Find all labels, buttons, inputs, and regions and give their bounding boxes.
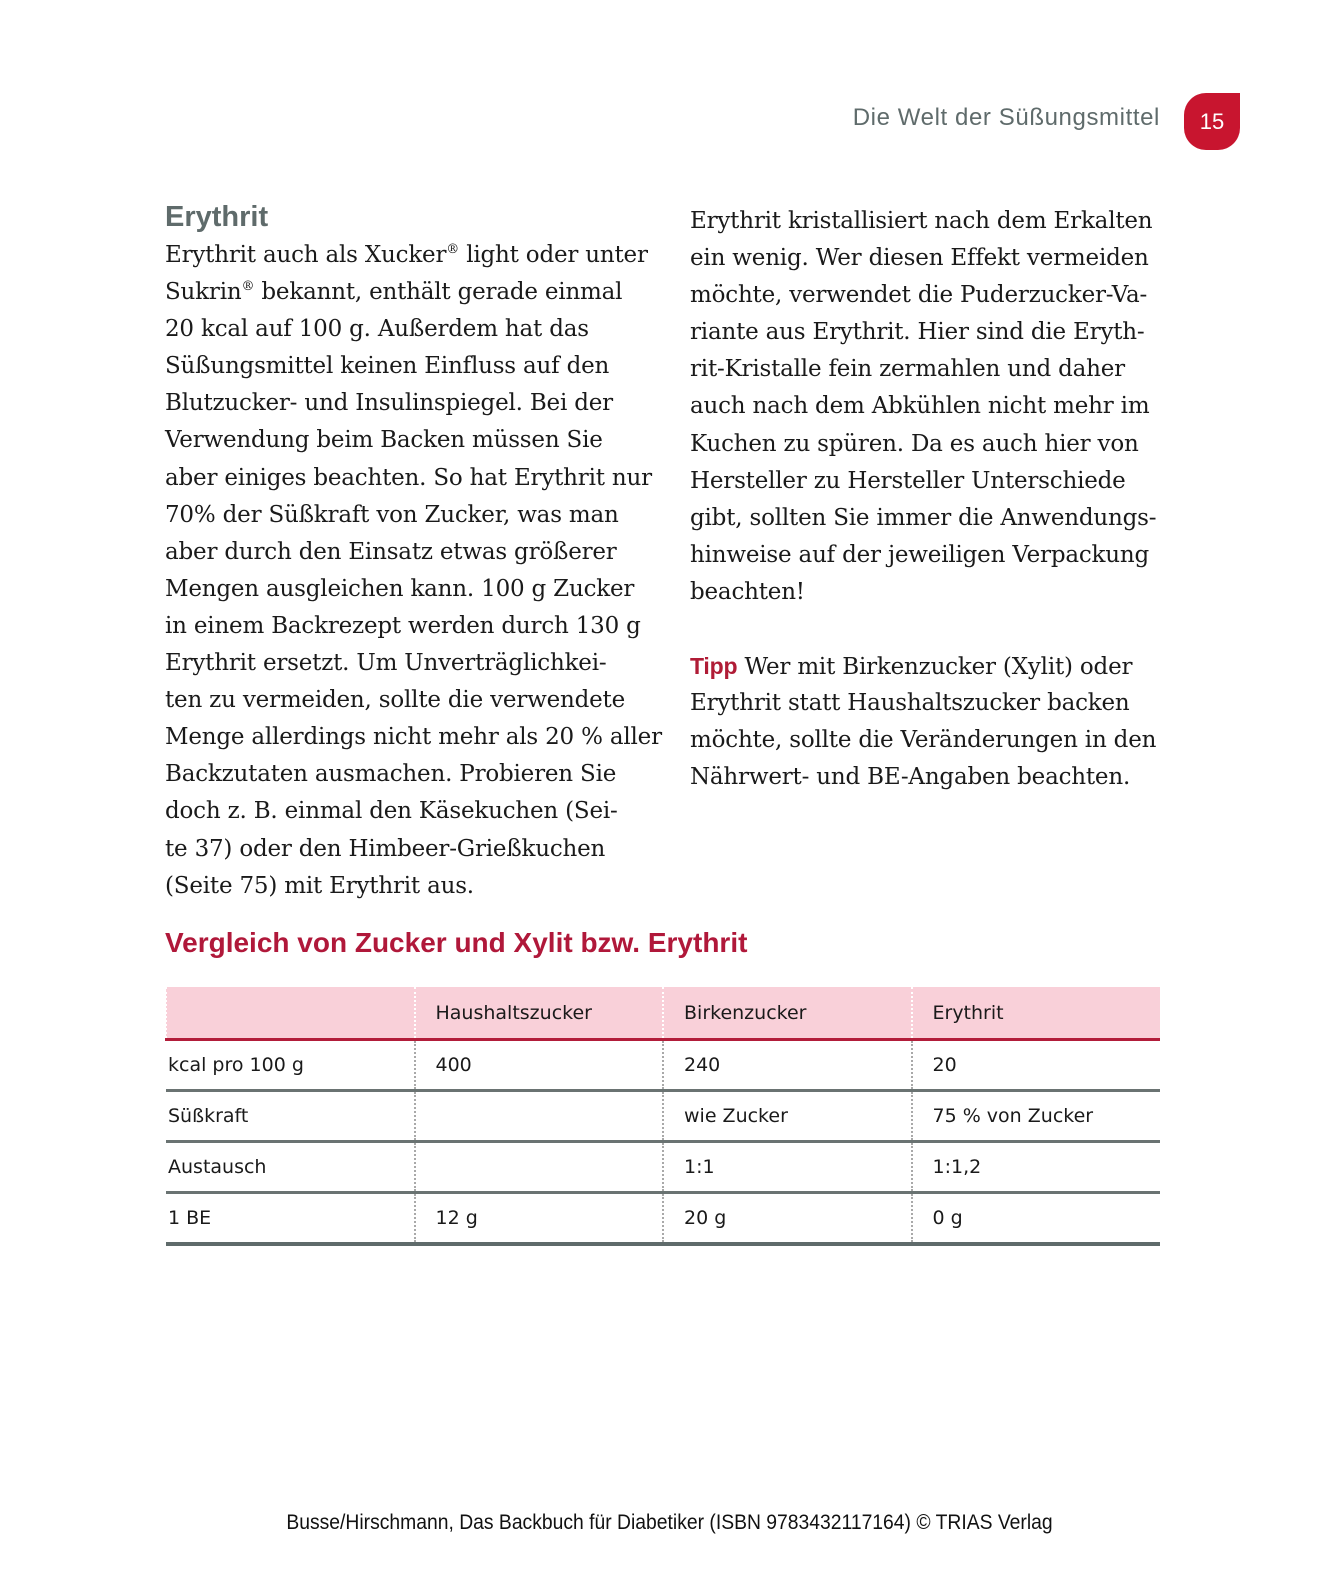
- row-label: Austausch: [166, 1142, 415, 1193]
- tip-line: möchte, sollte die Veränderungen in den: [690, 727, 1157, 754]
- table-cell: 400: [415, 1040, 664, 1091]
- body-line: doch z. B. einmal den Käsekuchen (Sei-: [165, 798, 618, 825]
- footer-citation: Busse/Hirschmann, Das Backbuch für Diabetiker (ISBN 9783432117164) © TRIAS Verlag: [286, 1511, 1053, 1534]
- tip-label: Tipp: [690, 653, 738, 680]
- table-cell: 0 g: [912, 1193, 1161, 1245]
- table-cell: 240: [663, 1040, 912, 1091]
- body-line: rit-Kristalle fein zermahlen und daher: [690, 356, 1125, 383]
- left-column: [165, 197, 662, 905]
- table-title: Vergleich von Zucker und Xylit bzw. Erythrit: [165, 927, 748, 958]
- body-line: 70% der Süßkraft von Zucker, was man: [165, 501, 619, 528]
- right-column: [690, 203, 1160, 797]
- table-cell: [415, 1091, 664, 1142]
- column-header: [166, 987, 415, 1040]
- row-label: 1 BE: [166, 1193, 415, 1245]
- body-line: Hersteller zu Hersteller Unterschiede: [690, 467, 1126, 494]
- table-cell: 20: [912, 1040, 1161, 1091]
- row-label: kcal pro 100 g: [166, 1040, 415, 1091]
- body-line: Erythrit kristallisiert nach dem Erkalten: [690, 208, 1153, 234]
- table-row: [166, 1091, 1160, 1142]
- registered-mark: ®: [241, 279, 255, 295]
- column-header-haushaltszucker: Haushaltszucker: [415, 987, 664, 1040]
- body-line: aber einiges beachten. So hat Erythrit nur: [165, 464, 652, 491]
- registered-mark: ®: [446, 242, 460, 257]
- body-text: Erythrit auch als Xucker: [165, 242, 447, 268]
- table-cell: 75 % von Zucker: [912, 1091, 1161, 1142]
- body-line: Süßungsmittel keinen Einfluss auf den: [165, 353, 610, 380]
- body-line: [165, 237, 648, 274]
- body-line: Mengen ausgleichen kann. 100 g Zucker: [165, 575, 635, 602]
- body-line: te 37) oder den Himbeer-Grießkuchen: [165, 835, 606, 862]
- body-line: ten zu vermeiden, sollte die verwendete: [165, 687, 625, 714]
- running-header-title: Die Welt der Süßungsmittel: [852, 104, 1160, 131]
- body-line: ein wenig. Wer diesen Effekt vermeiden: [690, 245, 1149, 272]
- table-cell: 1:1,2: [912, 1142, 1161, 1193]
- section-heading-erythrit: Erythrit: [165, 201, 269, 233]
- table-cell: [415, 1142, 664, 1193]
- tip-line: Erythrit statt Haushaltszucker backen: [690, 690, 1130, 717]
- body-text: light oder unter: [459, 242, 648, 268]
- table-cell: wie Zucker: [663, 1091, 912, 1142]
- body-line: gibt, sollten Sie immer die Anwendungs-: [690, 504, 1157, 531]
- page-number: 15: [1199, 108, 1225, 134]
- body-line: Kuchen zu spüren. Da es auch hier von: [690, 430, 1139, 457]
- table-row: [166, 1142, 1160, 1193]
- body-line: auch nach dem Abkühlen nicht mehr im: [690, 393, 1150, 420]
- body-line: hinweise auf der jeweiligen Verpackung: [690, 541, 1150, 568]
- comparison-table: [165, 987, 1160, 1246]
- tip-text: Wer mit Birkenzucker (Xylit) oder: [737, 654, 1133, 681]
- body-line: beachten!: [690, 578, 805, 605]
- body-line: möchte, verwendet die Puderzucker-Va-: [690, 282, 1148, 309]
- body-line: in einem Backrezept werden durch 130 g: [165, 612, 641, 639]
- table-cell: 20 g: [663, 1193, 912, 1245]
- body-line: [165, 274, 640, 311]
- table-header-row: [166, 987, 1160, 1040]
- column-header-birkenzucker: Birkenzucker: [663, 987, 912, 1040]
- table-cell: 12 g: [415, 1193, 664, 1245]
- row-label: Süßkraft: [166, 1091, 415, 1142]
- body-line: 20 kcal auf 100 g. Außerdem hat das: [165, 316, 589, 343]
- body-line: Backzutaten ausmachen. Probieren Sie: [165, 761, 617, 788]
- table-row: [166, 1040, 1160, 1091]
- body-line: aber durch den Einsatz etwas größerer: [165, 538, 617, 565]
- body-line: Erythrit ersetzt. Um Unverträglichkei-: [165, 650, 607, 677]
- page-number-badge: [1184, 93, 1240, 150]
- tip-line: Nährwert- und BE-Angaben beachten.: [690, 764, 1131, 791]
- paragraph-spacer: [690, 611, 1160, 648]
- table-row: [166, 1193, 1160, 1245]
- body-text: Sukrin: [165, 279, 242, 306]
- body-line: Verwendung beim Backen müssen Sie: [165, 427, 603, 454]
- table-cell: 1:1: [663, 1142, 912, 1193]
- column-header-erythrit: Erythrit: [912, 987, 1161, 1040]
- tip-box: [690, 648, 1160, 796]
- body-line: Menge allerdings nicht mehr als 20 % aller: [165, 724, 662, 751]
- tip-line: [690, 648, 1160, 685]
- body-line: Blutzucker- und Insulinspiegel. Bei der: [165, 390, 613, 417]
- body-line: (Seite 75) mit Erythrit aus.: [165, 872, 474, 899]
- body-text: bekannt, enthält gerade einmal: [254, 279, 623, 306]
- body-line: riante aus Erythrit. Hier sind die Eryth-: [690, 319, 1145, 346]
